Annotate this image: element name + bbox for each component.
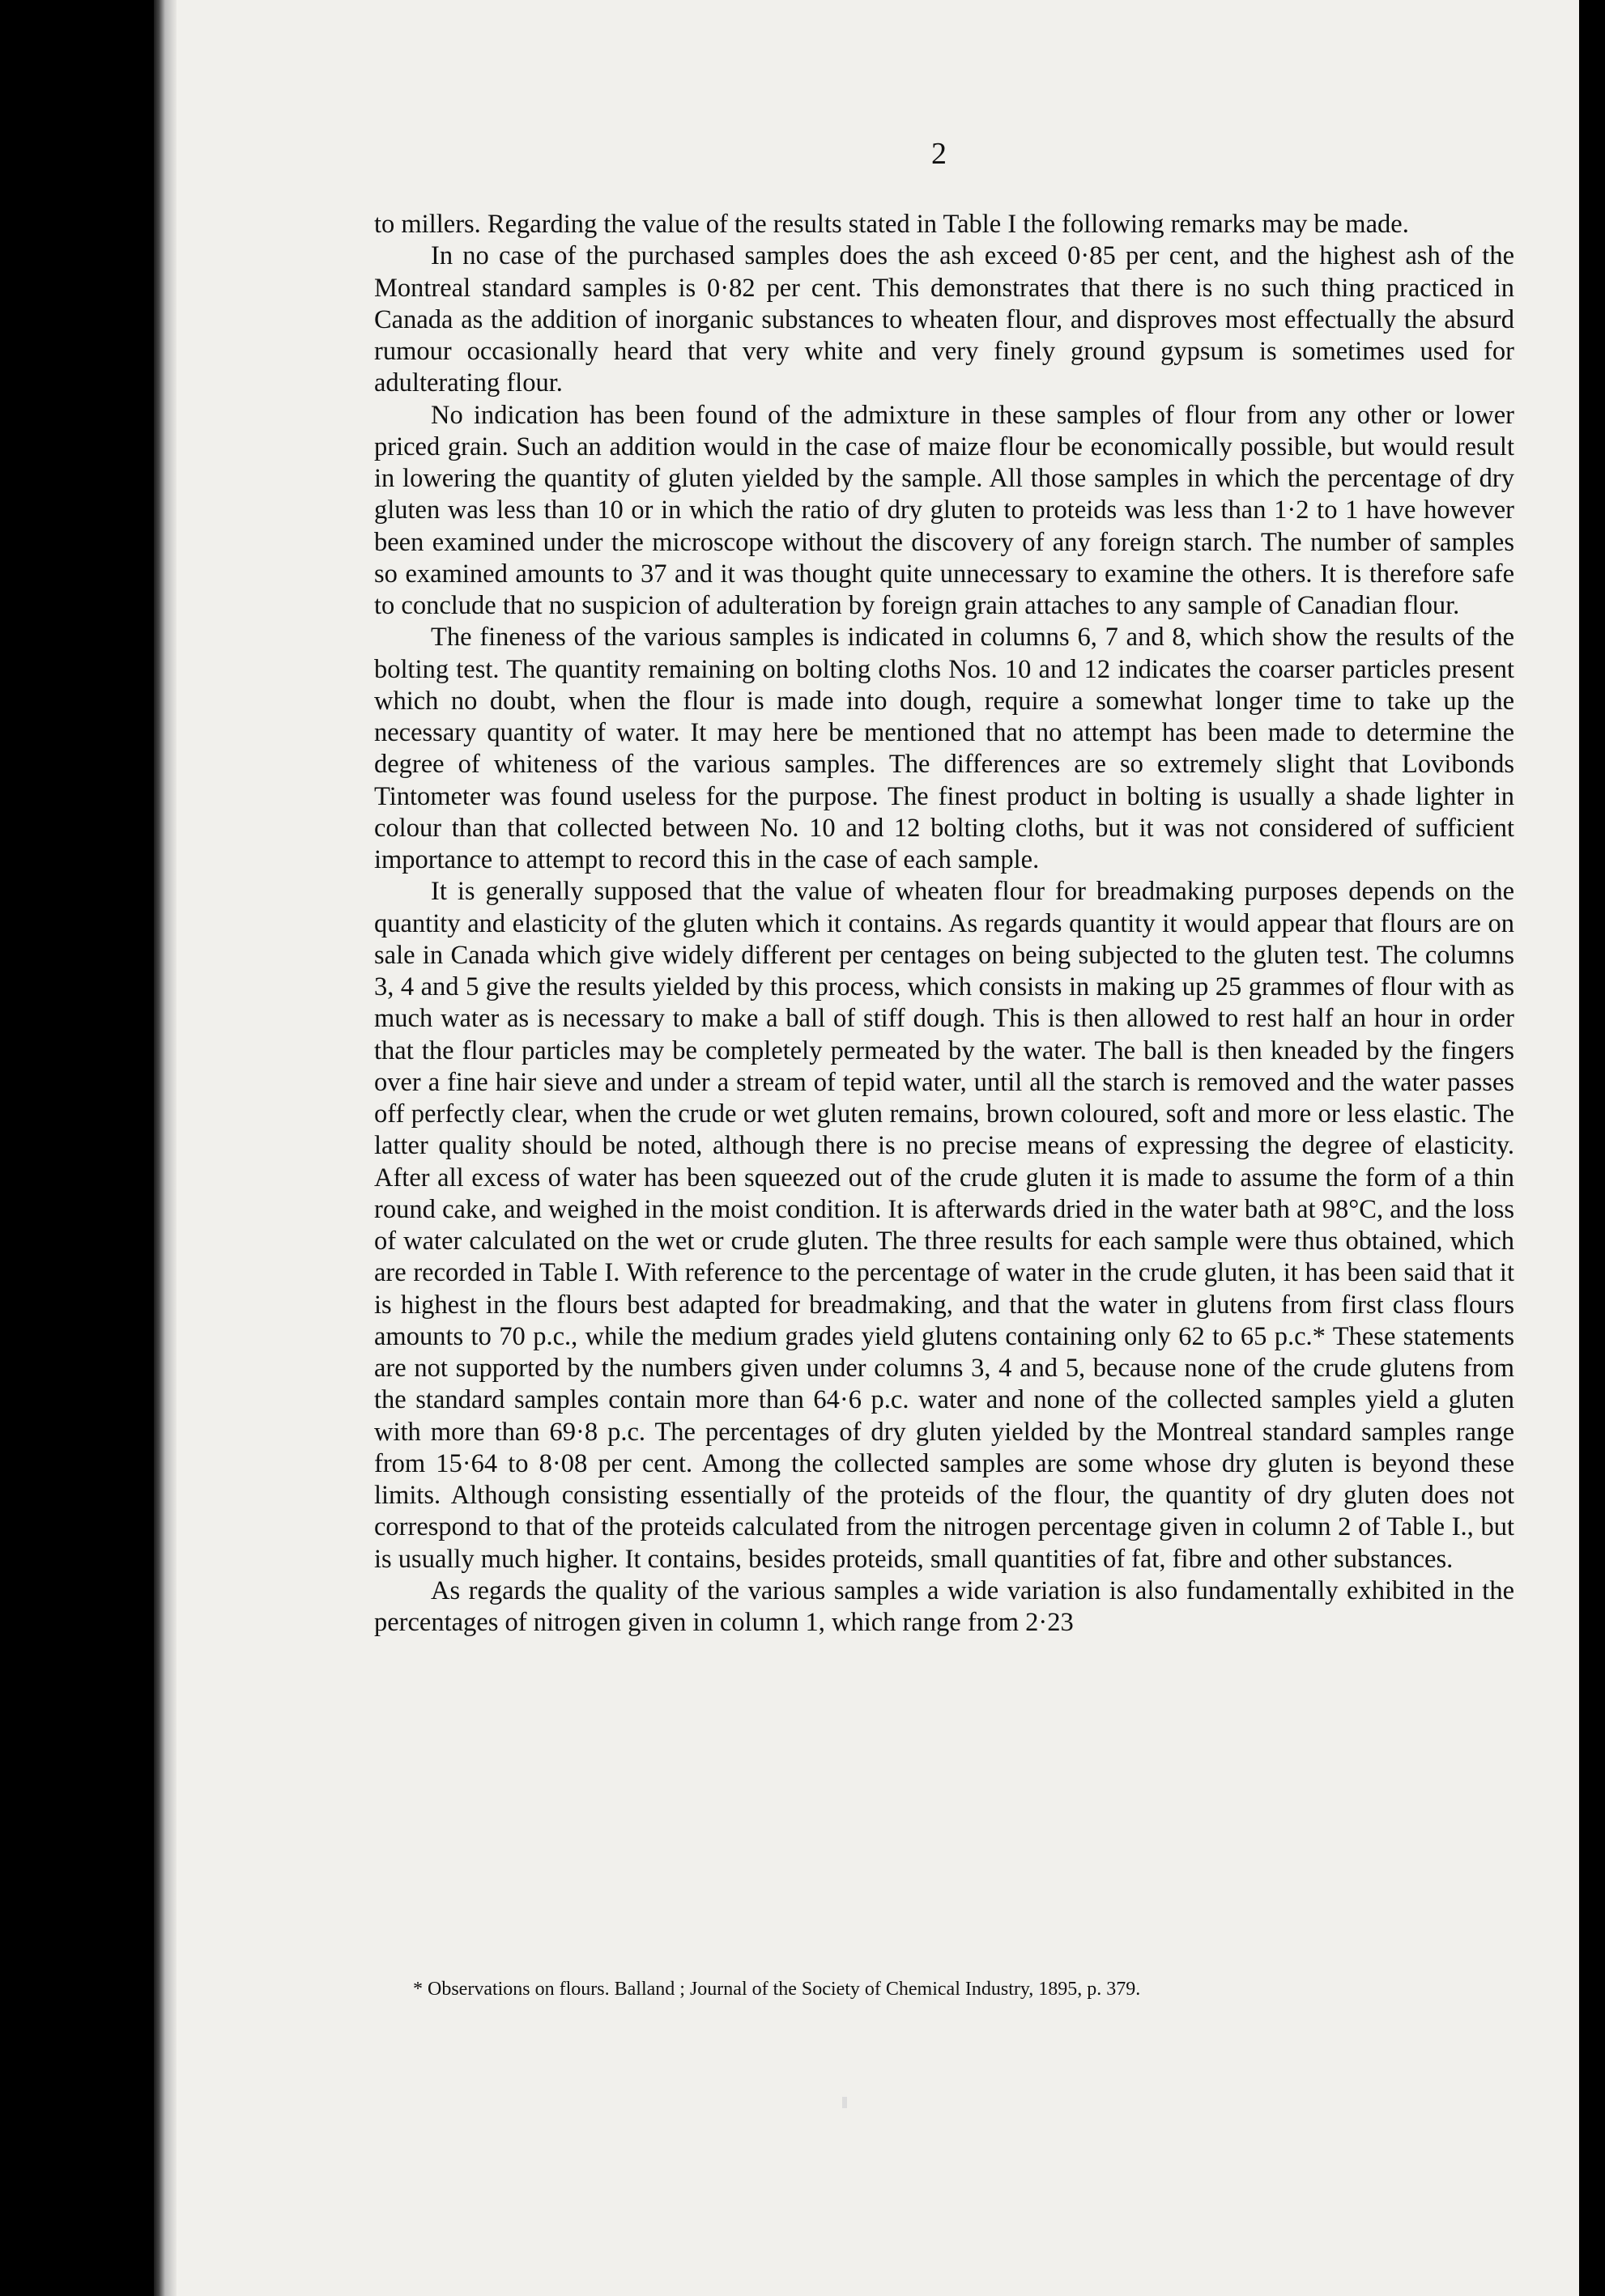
paragraph: As regards the quality of the various samples a wide variation is also fundamentally exhibited in the percentages of nitrogen given in column 1, which range from 2·23: [374, 1575, 1514, 1637]
paragraph: The fineness of the various samples is indicated in columns 6, 7 and 8, which show the results of the bolting test. The quantity remaining on bolting cloths Nos. 10 and 12 indicates the coarser particles present which no doubt, when the flour is made into dough, require a somewhat longer time to take up the necessary quantity of water. It may here be mentioned that no attempt has been made to determine the degree of whiteness of the various samples. The differences are so extremely slight that Lovibonds Tintometer was found useless for the purpose. The finest product in bolting is usually a shade lighter in colour than that collected between No. 10 and 12 bolting cloths, but it was not considered of sufficient importance to attempt to record this in the case of each sample.: [374, 623, 1514, 874]
body-text: [374, 209, 1514, 1639]
page-number: 2: [931, 137, 947, 171]
book-binding-edge: [154, 0, 177, 2296]
footnote: * Observations on flours. Balland ; Journal of the Society of Chemical Industry, 1895, p. 379.: [413, 1979, 1141, 2000]
paragraph: to millers. Regarding the value of the results stated in Table I the following remarks may be made.: [374, 210, 1409, 239]
paragraph: It is generally supposed that the value of wheaten flour for breadmaking purposes depends on the quantity and elasticity of the gluten which it contains. As regards quantity it would appear that flours are on sale in Canada which give widely different per centages on being subjected to the gluten test. The columns 3, 4 and 5 give the results yielded by this process, which consists in making up 25 grammes of flour with as much water as is necessary to make a ball of stiff dough. This is then allowed to rest half an hour in order that the flour particles may be completely permeated by the water. The ball is then kneaded by the fingers over a fine hair sieve and under a stream of tepid water, until all the starch is removed and the water passes off perfectly clear, when the crude or wet gluten remains, brown coloured, soft and more or less elastic. The latter quality should be noted, although there is no precise means of expressing the degree of elasticity. After all excess of water has been squeezed out of the crude gluten it is made to assume the form of a thin round cake, and weighed in the moist condition. It is afterwards dried in the water bath at 98°C, and the loss of water calculated on the wet or crude gluten. The three results for each sample were thus obtained, which are recorded in Table I. With reference to the percentage of water in the crude gluten, it has been said that it is highest in the flours best adapted for breadmaking, and that the water in glutens from first class flours amounts to 70 p.c., while the medium grades yield glutens containing only 62 to 65 p.c.* These statements are not supported by the numbers given under columns 3, 4 and 5, because none of the crude glutens from the standard samples contain more than 64·6 p.c. water and none of the collected samples yield a gluten with more than 69·8 p.c. The percentages of dry gluten yielded by the Montreal standard samples range from 15·64 to 8·08 per cent. Among the collected samples are some whose dry gluten is beyond these limits. Although consisting essentially of the proteids of the flour, the quantity of dry gluten does not correspond to that of the proteids calculated from the nitrogen percentage given in column 2 of Table I., but is usually much higher. It contains, besides proteids, small quantities of fat, fibre and other substances.: [374, 877, 1514, 1574]
paragraph: In no case of the purchased samples does the ash exceed 0·85 per cent, and the highest ash of the Montreal standard samples is 0·82 per cent. This demonstrates that there is no such thing practiced in Canada as the addition of inorganic substances to wheaten flour, and disproves most effectually the absurd rumour occasionally heard that very white and very finely ground gypsum is sometimes used for adulterating flour.: [374, 241, 1514, 398]
paragraph: No indication has been found of the admixture in these samples of flour from any other or lower priced grain. Such an addition would in the case of maize flour be economically possible, but would result in lowering the quantity of gluten yielded by the sample. All those samples in which the percentage of dry gluten was less than 10 or in which the ratio of dry gluten to proteids was less than 1·2 to 1 have however been examined under the microscope without the discovery of any foreign starch. The number of samples so examined amounts to 37 and it was thought quite unnecessary to examine the others. It is therefore safe to conclude that no suspicion of adulteration by foreign grain attaches to any sample of Canadian flour.: [374, 400, 1514, 620]
scan-mark: [842, 2097, 847, 2108]
